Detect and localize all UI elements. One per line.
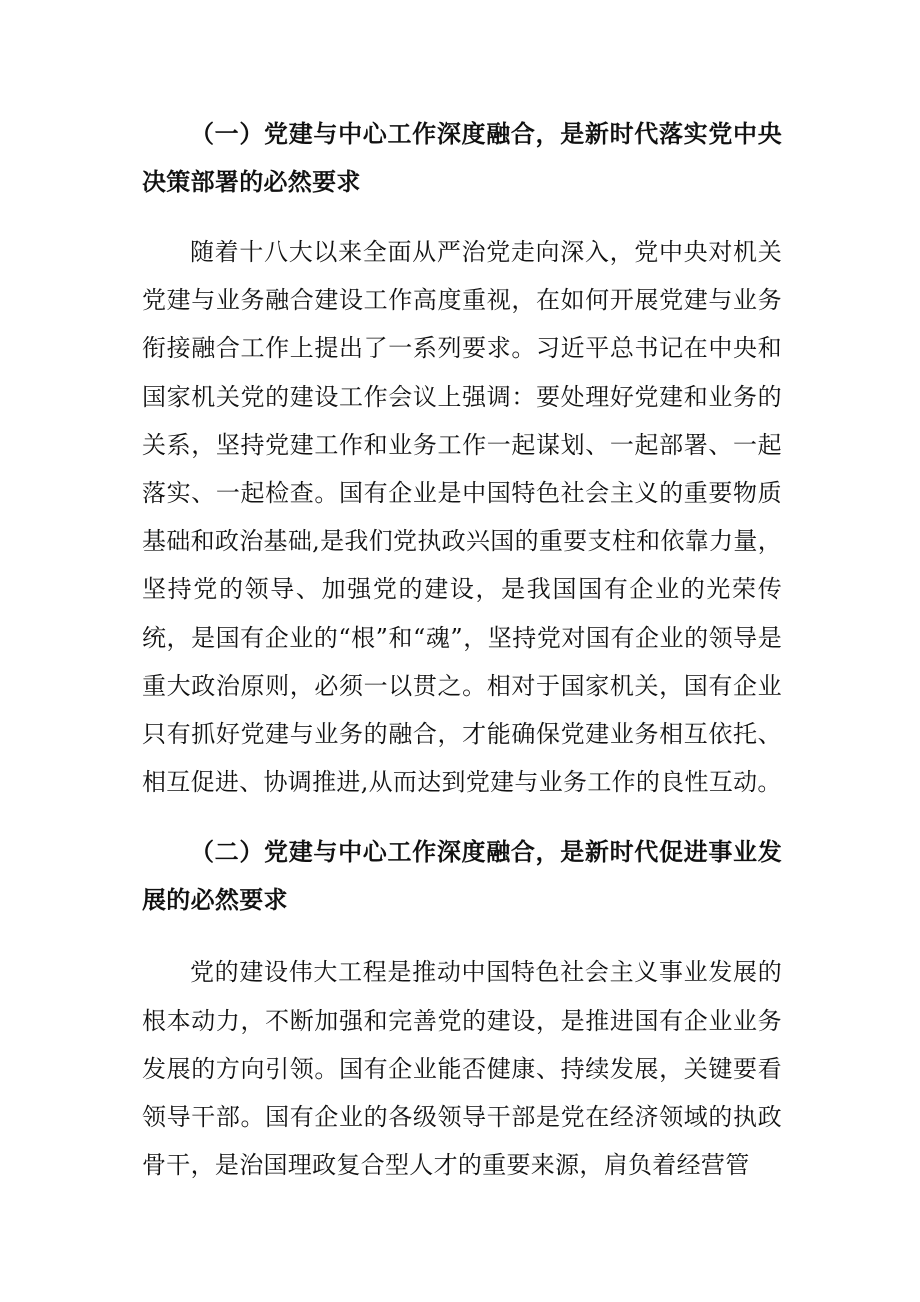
section-heading-1: （一）党建与中心工作深度融合，是新时代落实党中央决策部署的必然要求 <box>142 120 782 196</box>
section-paragraph-2: 党的建设伟大工程是推动中国特色社会主义事业发展的根本动力，不断加强和完善党的建设，是推进国有企业业务发展的方向引领。国有企业能否健康、持续发展，关键要看领导干部。国有企业的各级领导干部是党在经济领域的执政骨干，是治国理政复合型人才的重要来源，肩负着经营管 <box>142 958 782 1180</box>
section-heading-2: （二）党建与中心工作深度融合，是新时代促进事业发展的必然要求 <box>142 838 782 915</box>
section-paragraph-1: 随着十八大以来全面从严治党走向深入，党中央对机关党建与业务融合建设工作高度重视，在如何开展党建与业务衔接融合工作上提出了一系列要求。习近平总书记在中央和国家机关党的建设工作会议上强调：要处理好党建和业务的关系，坚持党建工作和业务工作一起谋划、一起部署、一起落实、一起检查。国有企业是中国特色社会主义的重要物质基础和政治基础,是我们党执政兴国的重要支柱和依靠力量，坚持党的领导、加强党的建设，是我国国有企业的光荣传统，是国有企业的“根”和“魂”，坚持党对国有企业的领导是重大政治原则，必须一以贯之。相对于国家机关，国有企业只有抓好党建与业务的融合，才能确保党建业务相互依托、相互促进、协调推进,从而达到党建与业务工作的良性互动。 <box>142 238 782 797</box>
document-page <box>142 110 782 1189</box>
